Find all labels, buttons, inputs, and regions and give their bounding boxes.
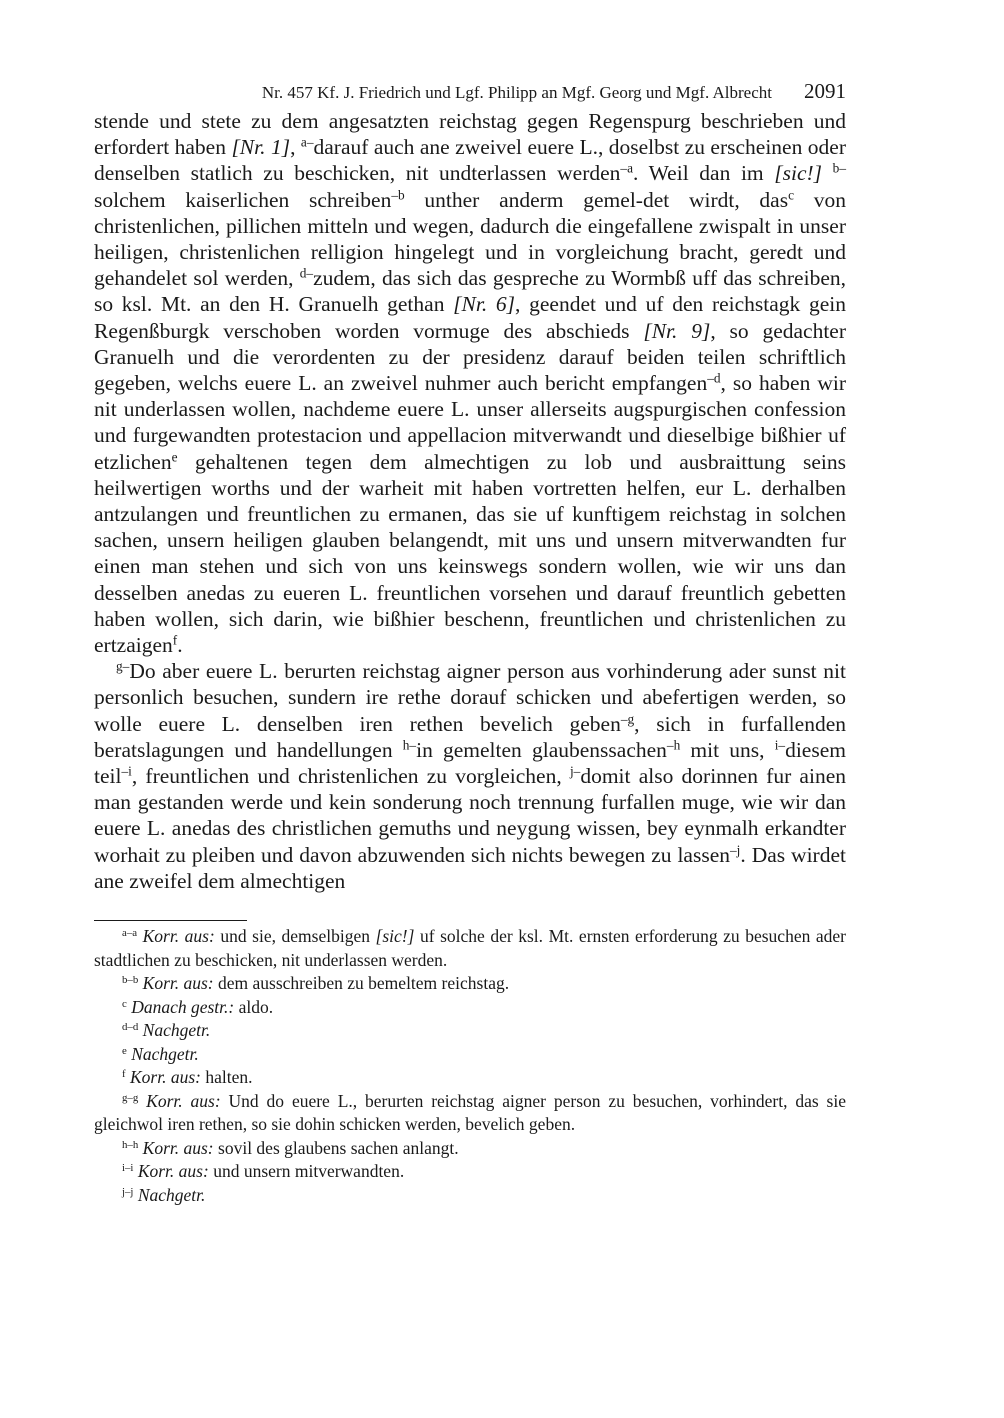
- footnote-separator: [94, 920, 247, 921]
- footnote-marker: –d: [707, 370, 721, 386]
- footnote-marker: –b: [391, 187, 405, 203]
- text-run: . Weil dan im: [633, 161, 775, 186]
- footnote-marker: j–: [569, 763, 581, 779]
- footnote-a: [94, 925, 846, 972]
- footnote-marker: g–: [116, 658, 130, 674]
- text-run: unther anderm gemel-det wirdt, das: [404, 187, 789, 212]
- text-run: mit uns,: [680, 737, 775, 762]
- document-page: [94, 78, 846, 1207]
- text-run: Do aber euere L. berurten reichstag aigner person aus vorhinderung ader sunst nit personlich besuchen, sundern ire rethe dorauf schicken und abefertigen werden, so wolle euere L. denselben iren rethen bevelich geben: [94, 659, 846, 736]
- footnote-text: dem ausschreiben zu bemeltem reichstag.: [213, 973, 510, 994]
- footnote-marker: b–: [832, 161, 846, 177]
- text-run: , freuntlichen und christenlichen zu vorgleichen,: [131, 764, 570, 789]
- footnote-label: Korr. aus:: [142, 926, 215, 947]
- text-run: solchem kaiserlichen schreiben: [94, 187, 392, 212]
- footnote-mark: j–j: [122, 1185, 134, 1198]
- footnote-j: [94, 1184, 846, 1208]
- footnote-marker: –g: [620, 711, 635, 727]
- footnote-marker: i–: [774, 737, 786, 753]
- footnote-mark: b–b: [122, 974, 139, 987]
- footnote-text: halten.: [201, 1067, 253, 1088]
- footnote-label: Korr. aus:: [142, 1137, 214, 1158]
- page-number: 2091: [804, 79, 846, 103]
- text-run: , so gedachter Granuelh und die verordenten zu der presidenz darauf beiden teilen schriftlich gegeben, welchs euere L. an zweivel nuhmer auch bericht empfangen: [94, 318, 847, 396]
- edition-reference: [Nr. 1]: [231, 135, 291, 160]
- footnote-label: Danach gestr.:: [131, 996, 235, 1017]
- footnote-marker: a–: [300, 134, 314, 150]
- footnote-text: und unsern mitverwandten.: [208, 1161, 405, 1182]
- footnote-d: [94, 1019, 846, 1043]
- footnote-label: Nachgetr.: [142, 1020, 211, 1041]
- footnote-h: [94, 1137, 846, 1161]
- footnote-mark: i–i: [122, 1162, 134, 1175]
- running-header: [94, 78, 846, 108]
- footnote-marker: –h: [666, 737, 681, 753]
- footnote-label: Nachgetr.: [131, 1043, 199, 1064]
- footnote-mark: a–a: [122, 927, 138, 940]
- text-run: gehaltenen tegen dem almechtigen zu lob und ausbraittung seins heilwertigen worths und der warheit mit haben vortretten helfen, eur L. derhalben antzulangen und freuntlichen zu ermanen, das sie uf kunftigem reichstag in solchen sachen, unsern heiligen glauben belangendt, mit uns und unsern mitverwandten fur einen man stehen und sich von uns keinswegs sondern wollen, wie wir uns dan desselben anedas zu eueren L. freuntlichen vorsehen und darauf freuntlich gebetten haben wollen, sich darin, wie bißhier beschenn, freuntlichen und christenlichen zu ertzaigen: [94, 449, 846, 658]
- footnote-marker: –a: [620, 161, 633, 177]
- footnote-g: [94, 1090, 846, 1137]
- footnote-marker: d–: [299, 265, 314, 281]
- footnote-mark: g–g: [122, 1091, 139, 1104]
- text-run: domit also dorinnen fur ainen man gestanden werde und kein sonderung noch trennung furfallen muge, wie wir dan euere L. anedas des christlichen gemuths und neygung wissen, bey eynmalh erkandter worhait zu pleiben und davon abzuwenden sich nichts bewegen zu lassen: [94, 764, 846, 867]
- editorial-sic: [sic!]: [375, 926, 415, 947]
- footnote-marker: h–: [402, 737, 417, 753]
- footnote-i: [94, 1160, 846, 1184]
- footnote-label: Korr. aus:: [146, 1090, 221, 1111]
- footnote-mark: c: [122, 997, 127, 1010]
- text-run: zudem, das sich das gespreche zu Wormbß uff das schreiben, so ksl. Mt. an den H. Granuelh gethan: [94, 266, 846, 317]
- footnote-text: und sie, demselbigen: [214, 926, 376, 947]
- footnote-label: Korr. aus:: [130, 1067, 201, 1088]
- text-run: von christenlichen, pillichen mitteln und wegen, dadurch die eingefallene zwispalt in unser heiligen, christenlichen relligion hingelegt und in vorgleichung bracht, geredt und gehandelet sol werden,: [94, 187, 846, 291]
- text-run: , sich in furfallenden beratslagungen und handellungen: [94, 711, 846, 762]
- footnote-b: [94, 972, 846, 996]
- footnote-mark: e: [122, 1044, 127, 1057]
- text-run: , geendet und uf den reichstagk gein Regenßburgk verschoben worden vormuge des abschieds: [94, 292, 847, 343]
- footnote-mark: d–d: [122, 1021, 139, 1034]
- footnote-text: uf solche der ksl. Mt. ernsten erforderung zu besuchen ader stadtlichen zu beschicken, nit underlassen werden.: [94, 926, 847, 970]
- footnote-label: Nachgetr.: [137, 1184, 206, 1205]
- editorial-sic: [sic!]: [774, 161, 823, 186]
- footnote-marker: e: [171, 449, 178, 465]
- footnote-mark: f: [122, 1068, 126, 1081]
- running-title: Nr. 457 Kf. J. Friedrich und Lgf. Philipp an Mgf. Georg und Mgf. Albrecht: [261, 83, 772, 102]
- footnote-f: [94, 1066, 846, 1090]
- footnote-label: Korr. aus:: [142, 973, 214, 994]
- paragraph-2: [94, 658, 846, 894]
- text-run: darauf auch ane zweivel euere L., doselbst zu erscheinen oder denselben statlich zu beschicken, nit undterlassen werden: [94, 135, 847, 186]
- text-run: [822, 161, 833, 185]
- footnote-marker: –j: [730, 842, 741, 858]
- footnote-marker: c: [788, 187, 795, 203]
- text-run: . Das wirdet ane zweifel dem almechtigen: [94, 842, 846, 893]
- edition-reference: [Nr. 9]: [643, 318, 711, 343]
- footnote-c: [94, 996, 846, 1020]
- footnote-label: Korr. aus:: [137, 1161, 209, 1182]
- footnotes: [94, 925, 846, 1207]
- text-run: ,: [290, 135, 301, 160]
- text-run: diesem teil: [94, 737, 846, 789]
- edition-reference: [Nr. 6]: [453, 292, 516, 317]
- footnote-e: [94, 1043, 846, 1067]
- footnote-marker: –i: [121, 763, 132, 779]
- main-text: [94, 108, 846, 894]
- text-run: , so haben wir nit underlassen wollen, nachdeme euere L. unser allerseits augspurgischen confession und furgewandten protestacion und appellacion mitverwandt und dieselbige bißhier uf etzlichen: [94, 371, 846, 474]
- footnote-text: Und do euere L., berurten reichstag aigner person zu besuchen, vorhindert, das sie gleichwol iren rethen, so sie dohin schicken werden, bevelich geben.: [94, 1090, 846, 1135]
- footnote-marker: f: [172, 632, 178, 648]
- text-run: stende und stete zu dem angesatzten reichstag gegen Regenspurg beschrieben und erfordert haben: [94, 109, 846, 160]
- text-run: in gemelten glaubenssachen: [416, 737, 667, 762]
- footnote-text: aldo.: [234, 996, 274, 1017]
- text-run: .: [177, 633, 183, 658]
- footnote-mark: h–h: [122, 1138, 139, 1151]
- paragraph-1: [94, 108, 846, 658]
- footnote-text: sovil des glaubens sachen anlangt.: [213, 1137, 459, 1158]
